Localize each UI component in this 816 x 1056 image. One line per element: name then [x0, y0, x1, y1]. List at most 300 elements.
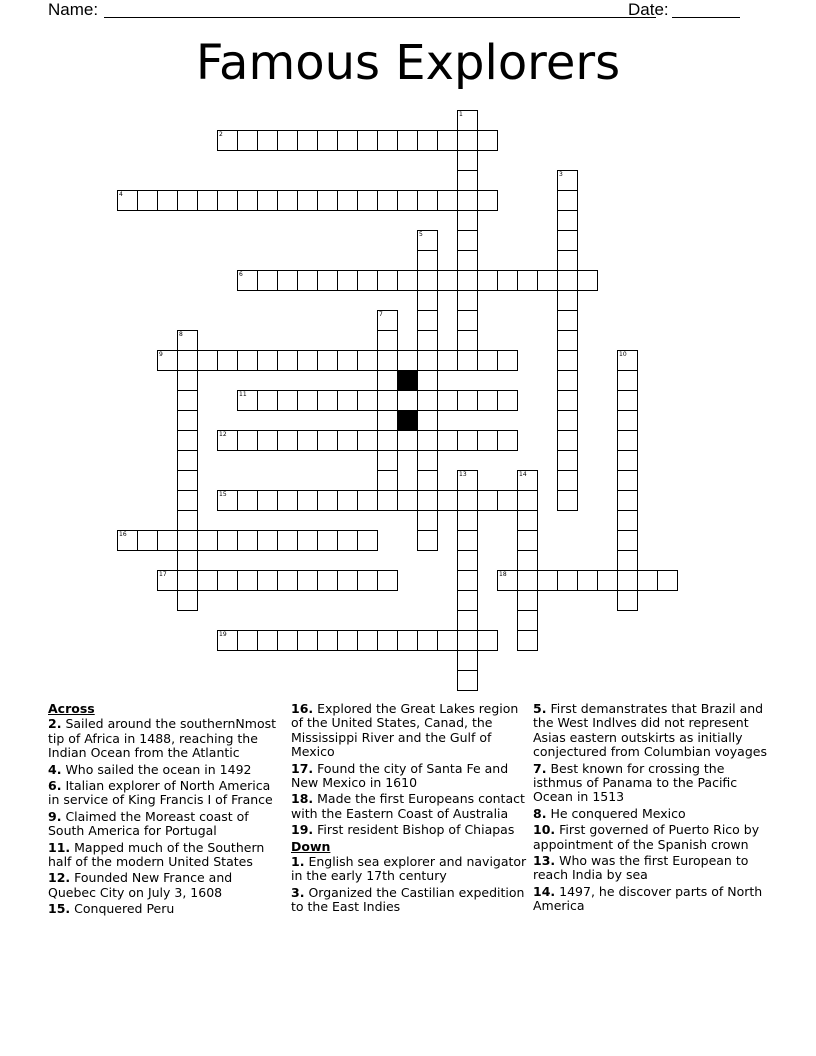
- grid-cell[interactable]: [197, 570, 218, 591]
- grid-cell[interactable]: [457, 130, 478, 151]
- grid-cell[interactable]: [417, 350, 438, 371]
- grid-cell[interactable]: [357, 530, 378, 551]
- clue-number: 7.: [533, 760, 547, 776]
- grid-cell[interactable]: [297, 490, 318, 511]
- grid-cell[interactable]: [177, 490, 198, 511]
- grid-cell[interactable]: [617, 430, 638, 451]
- grid-cell[interactable]: [537, 270, 558, 291]
- grid-cell[interactable]: [217, 570, 238, 591]
- grid-cell[interactable]: [657, 570, 678, 591]
- clue-number: 17.: [291, 760, 314, 776]
- clue-number: 16.: [291, 701, 314, 716]
- grid-cell[interactable]: [457, 350, 478, 371]
- grid-cell[interactable]: [377, 570, 398, 591]
- grid-cell[interactable]: [377, 490, 398, 511]
- grid-cell[interactable]: [497, 490, 518, 511]
- page-title: Famous Explorers: [195, 35, 621, 91]
- grid-cell[interactable]: [437, 490, 458, 511]
- grid-cell[interactable]: [277, 190, 298, 211]
- grid-cell[interactable]: [217, 190, 238, 211]
- grid-cell[interactable]: [457, 610, 478, 631]
- grid-cell[interactable]: [417, 370, 438, 391]
- grid-cell[interactable]: [457, 170, 478, 191]
- grid-cell[interactable]: [337, 630, 358, 651]
- grid-cell[interactable]: [177, 190, 198, 211]
- grid-cell[interactable]: [497, 270, 518, 291]
- clue-across-6: [48, 779, 284, 808]
- grid-cell[interactable]: [317, 350, 338, 371]
- grid-cell[interactable]: [197, 190, 218, 211]
- grid-cell[interactable]: [317, 270, 338, 291]
- grid-cell[interactable]: [337, 490, 358, 511]
- grid-cell[interactable]: [457, 290, 478, 311]
- grid-cell[interactable]: [277, 630, 298, 651]
- grid-cell[interactable]: [317, 630, 338, 651]
- grid-cell[interactable]: [377, 350, 398, 371]
- grid-cell[interactable]: [457, 530, 478, 551]
- grid-cell[interactable]: [617, 450, 638, 471]
- grid-cell[interactable]: [177, 390, 198, 411]
- grid-cell[interactable]: [557, 490, 578, 511]
- grid-cell[interactable]: [237, 490, 258, 511]
- grid-cell[interactable]: [557, 230, 578, 251]
- grid-cell[interactable]: [397, 430, 418, 451]
- grid-cell[interactable]: [617, 410, 638, 431]
- grid-cell[interactable]: [337, 190, 358, 211]
- clue-text: Who was the first European to reach India by sea: [533, 853, 749, 883]
- grid-cell[interactable]: [337, 570, 358, 591]
- grid-cell[interactable]: [217, 530, 238, 551]
- clue-number: 8.: [533, 805, 547, 821]
- grid-cell[interactable]: [257, 270, 278, 291]
- grid-cell[interactable]: [177, 430, 198, 451]
- grid-cell[interactable]: [397, 350, 418, 371]
- grid-cell[interactable]: [357, 350, 378, 371]
- grid-cell[interactable]: [357, 430, 378, 451]
- grid-cell[interactable]: [557, 350, 578, 371]
- clue-text: Made the first Europeans contact with the Eastern Coast of Australia: [291, 791, 525, 821]
- cell-number: 18: [499, 571, 507, 578]
- grid-cell[interactable]: [317, 430, 338, 451]
- grid-cell[interactable]: [477, 390, 498, 411]
- grid-cell[interactable]: [137, 530, 158, 551]
- grid-cell[interactable]: [477, 350, 498, 371]
- cell-number: 11: [239, 391, 247, 398]
- grid-cell[interactable]: [277, 130, 298, 151]
- grid-cell[interactable]: [217, 350, 238, 371]
- clue-across-17: [291, 762, 527, 791]
- grid-cell[interactable]: [197, 350, 218, 371]
- grid-cell[interactable]: [257, 190, 278, 211]
- cell-number: 9: [159, 351, 163, 358]
- grid-cell[interactable]: [237, 350, 258, 371]
- grid-cell[interactable]: [377, 470, 398, 491]
- grid-cell[interactable]: [517, 530, 538, 551]
- clue-number: 11.: [48, 839, 71, 855]
- grid-cell[interactable]: [377, 410, 398, 431]
- grid-cell[interactable]: [377, 310, 398, 331]
- grid-cell[interactable]: [237, 190, 258, 211]
- grid-cell[interactable]: [397, 630, 418, 651]
- clue-text: Organized the Castilian expedition to the East Indies: [291, 884, 525, 915]
- grid-cell[interactable]: [177, 330, 198, 351]
- grid-cell[interactable]: [217, 430, 238, 451]
- grid-cell[interactable]: [557, 190, 578, 211]
- grid-cell[interactable]: [337, 130, 358, 151]
- grid-cell[interactable]: [337, 530, 358, 551]
- grid-cell[interactable]: [417, 410, 438, 431]
- grid-cell[interactable]: [377, 270, 398, 291]
- clue-text: First resident Bishop of Chiapas: [317, 822, 515, 838]
- grid-cell[interactable]: [517, 510, 538, 531]
- grid-cell[interactable]: [617, 510, 638, 531]
- grid-cell[interactable]: [457, 510, 478, 531]
- grid-cell[interactable]: [297, 430, 318, 451]
- grid-cell[interactable]: [557, 430, 578, 451]
- grid-cell[interactable]: [377, 390, 398, 411]
- grid-cell[interactable]: [417, 190, 438, 211]
- grid-cell[interactable]: [357, 570, 378, 591]
- grid-cell[interactable]: [177, 510, 198, 531]
- date-label: Date:: [628, 0, 669, 19]
- grid-cell[interactable]: [557, 390, 578, 411]
- clues-column-2: [291, 702, 527, 917]
- cell-number: 15: [219, 491, 227, 498]
- grid-cell[interactable]: [277, 350, 298, 371]
- grid-cell[interactable]: [457, 190, 478, 211]
- grid-cell[interactable]: [117, 530, 138, 551]
- grid-cell[interactable]: [437, 350, 458, 371]
- clue-text: Sailed around the southernNmost tip of Africa in 1488, reaching the Indian Ocean from the Atlantic: [48, 716, 277, 761]
- grid-cell[interactable]: [257, 630, 278, 651]
- cell-number: 7: [379, 311, 383, 318]
- grid-cell[interactable]: [277, 430, 298, 451]
- clue-text: Found the city of Santa Fe and New Mexico in 1610: [291, 760, 509, 791]
- grid-cell[interactable]: [297, 630, 318, 651]
- grid-cell[interactable]: [417, 330, 438, 351]
- grid-cell[interactable]: [417, 490, 438, 511]
- grid-cell[interactable]: [177, 370, 198, 391]
- grid-cell[interactable]: [637, 570, 658, 591]
- grid-cell[interactable]: [617, 350, 638, 371]
- grid-cell[interactable]: [137, 190, 158, 211]
- grid-cell[interactable]: [337, 390, 358, 411]
- cell-number: 6: [239, 271, 243, 278]
- grid-cell[interactable]: [317, 390, 338, 411]
- grid-cell[interactable]: [517, 610, 538, 631]
- clue-text: Italian explorer of North America in service of King Francis I of France: [48, 778, 273, 808]
- grid-cell[interactable]: [377, 430, 398, 451]
- grid-cell[interactable]: [217, 130, 238, 151]
- grid-cell[interactable]: [577, 270, 598, 291]
- clue-text: English sea explorer and navigator in the early 17th century: [291, 854, 527, 884]
- grid-cell[interactable]: [617, 530, 638, 551]
- grid-cell[interactable]: [177, 590, 198, 611]
- grid-cell[interactable]: [497, 570, 518, 591]
- grid-cell[interactable]: [437, 390, 458, 411]
- grid-cell[interactable]: [297, 390, 318, 411]
- grid-cell[interactable]: [417, 250, 438, 271]
- grid-cell[interactable]: [377, 190, 398, 211]
- clue-text: Explored the Great Lakes region of the United States, Canad, the Mississippi River and the Gulf of Mexico: [291, 701, 519, 760]
- grid-cell[interactable]: [317, 490, 338, 511]
- grid-cell[interactable]: [557, 170, 578, 191]
- grid-cell[interactable]: [217, 630, 238, 651]
- grid-cell[interactable]: [477, 630, 498, 651]
- grid-cell[interactable]: [437, 430, 458, 451]
- clue-down-1: [291, 855, 527, 884]
- grid-cell[interactable]: [197, 530, 218, 551]
- black-cell: [397, 370, 418, 391]
- grid-cell[interactable]: [557, 290, 578, 311]
- grid-cell[interactable]: [457, 310, 478, 331]
- grid-cell[interactable]: [417, 450, 438, 471]
- grid-cell[interactable]: [397, 270, 418, 291]
- grid-cell[interactable]: [457, 630, 478, 651]
- grid-cell[interactable]: [497, 350, 518, 371]
- grid-cell[interactable]: [417, 530, 438, 551]
- grid-cell[interactable]: [457, 330, 478, 351]
- grid-cell[interactable]: [237, 630, 258, 651]
- grid-cell[interactable]: [557, 270, 578, 291]
- grid-cell[interactable]: [177, 530, 198, 551]
- clues-column-1: [48, 702, 284, 919]
- grid-cell[interactable]: [237, 430, 258, 451]
- grid-cell[interactable]: [357, 190, 378, 211]
- grid-cell[interactable]: [177, 570, 198, 591]
- grid-cell[interactable]: [357, 390, 378, 411]
- clue-across-19: [291, 823, 527, 837]
- clue-number: 6.: [48, 778, 62, 794]
- grid-cell[interactable]: [457, 470, 478, 491]
- grid-cell[interactable]: [377, 330, 398, 351]
- grid-cell[interactable]: [417, 130, 438, 151]
- clues-column-3: [533, 702, 769, 916]
- grid-cell[interactable]: [477, 190, 498, 211]
- grid-cell[interactable]: [297, 350, 318, 371]
- grid-cell[interactable]: [237, 390, 258, 411]
- clue-number: 10.: [533, 822, 556, 838]
- grid-cell[interactable]: [277, 490, 298, 511]
- clue-number: 14.: [533, 883, 556, 899]
- grid-cell[interactable]: [157, 530, 178, 551]
- grid-cell[interactable]: [557, 410, 578, 431]
- cell-number: 4: [119, 191, 123, 198]
- grid-cell[interactable]: [277, 570, 298, 591]
- clue-across-4: [48, 763, 284, 777]
- grid-cell[interactable]: [457, 490, 478, 511]
- grid-cell[interactable]: [297, 270, 318, 291]
- grid-cell[interactable]: [377, 630, 398, 651]
- grid-cell[interactable]: [617, 570, 638, 591]
- grid-cell[interactable]: [517, 630, 538, 651]
- grid-cell[interactable]: [617, 550, 638, 571]
- down-heading: Down: [291, 838, 331, 854]
- grid-cell[interactable]: [517, 470, 538, 491]
- grid-cell[interactable]: [417, 290, 438, 311]
- grid-cell[interactable]: [417, 390, 438, 411]
- grid-cell[interactable]: [537, 570, 558, 591]
- clue-across-12: [48, 871, 284, 900]
- grid-cell[interactable]: [497, 430, 518, 451]
- cell-number: 10: [619, 351, 627, 358]
- grid-cell[interactable]: [237, 130, 258, 151]
- grid-cell[interactable]: [317, 570, 338, 591]
- cell-number: 2: [219, 131, 223, 138]
- grid-cell[interactable]: [257, 570, 278, 591]
- grid-cell[interactable]: [257, 130, 278, 151]
- grid-cell[interactable]: [277, 390, 298, 411]
- grid-cell[interactable]: [237, 530, 258, 551]
- grid-cell[interactable]: [377, 370, 398, 391]
- grid-cell[interactable]: [317, 530, 338, 551]
- grid-cell[interactable]: [457, 590, 478, 611]
- grid-cell[interactable]: [417, 310, 438, 331]
- grid-cell[interactable]: [617, 370, 638, 391]
- grid-cell[interactable]: [517, 270, 538, 291]
- grid-cell[interactable]: [457, 230, 478, 251]
- grid-cell[interactable]: [457, 570, 478, 591]
- grid-cell[interactable]: [257, 350, 278, 371]
- grid-cell[interactable]: [297, 570, 318, 591]
- grid-cell[interactable]: [357, 490, 378, 511]
- grid-cell[interactable]: [277, 270, 298, 291]
- grid-cell[interactable]: [397, 390, 418, 411]
- grid-cell[interactable]: [617, 390, 638, 411]
- grid-cell[interactable]: [277, 530, 298, 551]
- grid-cell[interactable]: [477, 490, 498, 511]
- grid-cell[interactable]: [117, 190, 138, 211]
- grid-cell[interactable]: [217, 490, 238, 511]
- grid-cell[interactable]: [257, 490, 278, 511]
- grid-cell[interactable]: [517, 550, 538, 571]
- grid-cell[interactable]: [457, 250, 478, 271]
- grid-cell[interactable]: [557, 470, 578, 491]
- grid-cell[interactable]: [517, 570, 538, 591]
- grid-cell[interactable]: [437, 130, 458, 151]
- clue-across-18: [291, 792, 527, 821]
- grid-cell[interactable]: [417, 270, 438, 291]
- grid-cell[interactable]: [417, 230, 438, 251]
- grid-cell[interactable]: [297, 530, 318, 551]
- cell-number: 14: [519, 471, 527, 478]
- grid-cell[interactable]: [457, 650, 478, 671]
- grid-cell[interactable]: [357, 130, 378, 151]
- clue-down-7: [533, 762, 769, 805]
- grid-cell[interactable]: [457, 430, 478, 451]
- clue-down-8: [533, 807, 769, 821]
- clue-down-3: [291, 886, 527, 915]
- grid-cell[interactable]: [297, 130, 318, 151]
- grid-cell[interactable]: [477, 430, 498, 451]
- grid-cell[interactable]: [457, 550, 478, 571]
- grid-cell[interactable]: [177, 550, 198, 571]
- grid-cell[interactable]: [357, 630, 378, 651]
- clue-across-15: [48, 902, 284, 916]
- grid-cell[interactable]: [417, 630, 438, 651]
- grid-cell[interactable]: [177, 450, 198, 471]
- cell-number: 13: [459, 471, 467, 478]
- grid-cell[interactable]: [317, 190, 338, 211]
- clue-text: Founded New France and Quebec City on July 3, 1608: [48, 870, 233, 900]
- grid-cell[interactable]: [417, 470, 438, 491]
- grid-cell[interactable]: [157, 350, 178, 371]
- grid-cell[interactable]: [437, 270, 458, 291]
- grid-cell[interactable]: [457, 110, 478, 131]
- grid-cell[interactable]: [577, 570, 598, 591]
- grid-cell[interactable]: [177, 350, 198, 371]
- grid-cell[interactable]: [317, 130, 338, 151]
- clue-text: First governed of Puerto Rico by appointment of the Spanish crown: [533, 822, 760, 852]
- cell-number: 1: [459, 111, 463, 118]
- grid-cell[interactable]: [617, 470, 638, 491]
- grid-cell[interactable]: [417, 430, 438, 451]
- grid-cell[interactable]: [397, 190, 418, 211]
- grid-cell[interactable]: [297, 190, 318, 211]
- grid-cell[interactable]: [257, 430, 278, 451]
- grid-cell[interactable]: [617, 590, 638, 611]
- grid-cell[interactable]: [397, 130, 418, 151]
- grid-cell[interactable]: [177, 470, 198, 491]
- grid-cell[interactable]: [557, 210, 578, 231]
- grid-cell[interactable]: [337, 350, 358, 371]
- grid-cell[interactable]: [437, 630, 458, 651]
- grid-cell[interactable]: [377, 450, 398, 471]
- grid-cell[interactable]: [337, 270, 358, 291]
- name-label: Name:: [48, 0, 99, 19]
- grid-cell[interactable]: [517, 490, 538, 511]
- grid-cell[interactable]: [557, 370, 578, 391]
- grid-cell[interactable]: [357, 270, 378, 291]
- grid-cell[interactable]: [557, 250, 578, 271]
- grid-cell[interactable]: [557, 330, 578, 351]
- grid-cell[interactable]: [557, 450, 578, 471]
- grid-cell[interactable]: [557, 310, 578, 331]
- grid-cell[interactable]: [257, 390, 278, 411]
- grid-cell[interactable]: [497, 390, 518, 411]
- grid-cell[interactable]: [557, 570, 578, 591]
- grid-cell[interactable]: [157, 190, 178, 211]
- grid-cell[interactable]: [517, 590, 538, 611]
- grid-cell[interactable]: [177, 410, 198, 431]
- clue-text: Claimed the Moreast coast of South America for Portugal: [48, 808, 249, 839]
- grid-cell[interactable]: [257, 530, 278, 551]
- grid-cell[interactable]: [457, 390, 478, 411]
- grid-cell[interactable]: [417, 510, 438, 531]
- clue-text: Mapped much of the Southern half of the modern United States: [48, 839, 265, 870]
- clue-number: 15.: [48, 901, 71, 917]
- grid-cell[interactable]: [457, 270, 478, 291]
- grid-cell[interactable]: [377, 130, 398, 151]
- across-heading: Across: [48, 701, 95, 716]
- grid-cell[interactable]: [457, 210, 478, 231]
- grid-cell[interactable]: [597, 570, 618, 591]
- grid-cell[interactable]: [337, 430, 358, 451]
- grid-cell[interactable]: [477, 270, 498, 291]
- grid-cell[interactable]: [477, 130, 498, 151]
- grid-cell[interactable]: [397, 490, 418, 511]
- grid-cell[interactable]: [157, 570, 178, 591]
- grid-cell[interactable]: [237, 270, 258, 291]
- grid-cell[interactable]: [617, 490, 638, 511]
- grid-cell[interactable]: [437, 190, 458, 211]
- cell-number: 5: [419, 231, 423, 238]
- grid-cell[interactable]: [457, 670, 478, 691]
- clue-number: 2.: [48, 716, 62, 732]
- grid-cell[interactable]: [457, 150, 478, 171]
- clue-number: 3.: [291, 884, 305, 900]
- grid-cell[interactable]: [237, 570, 258, 591]
